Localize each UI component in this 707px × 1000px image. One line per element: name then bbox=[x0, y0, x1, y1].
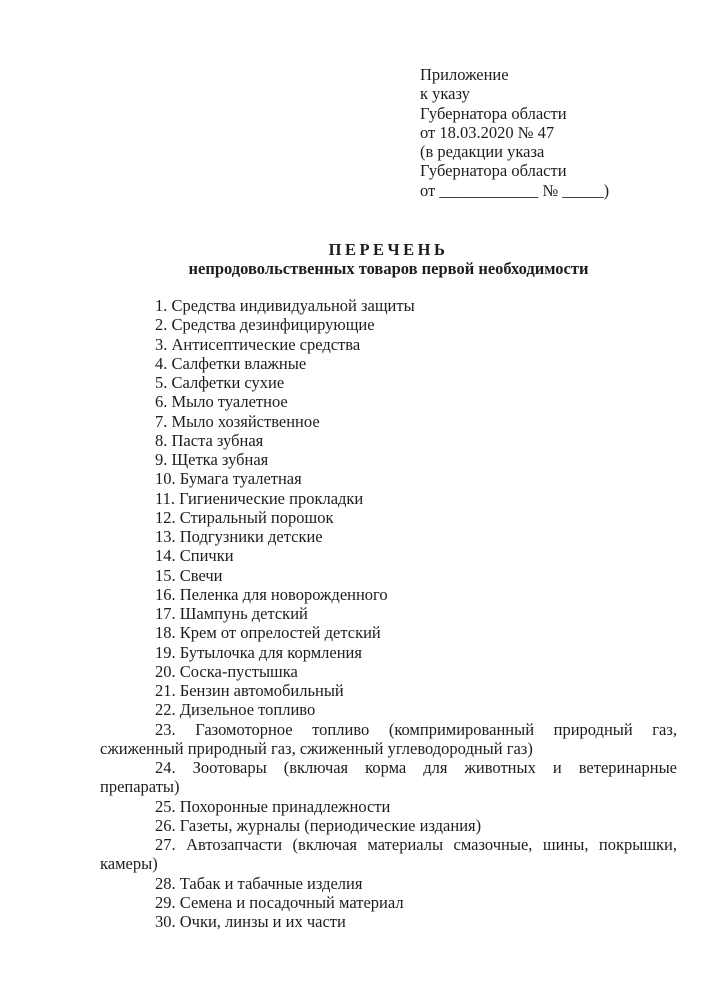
decree-reference-line: Приложение bbox=[420, 65, 509, 84]
list-item-number: 16. bbox=[155, 584, 176, 604]
list-item-number: 5. bbox=[155, 373, 168, 392]
list-item-text: Крем от опрелостей детский bbox=[179, 623, 381, 643]
list-item-text: Соска-пустышка bbox=[179, 661, 298, 681]
list-item bbox=[100, 758, 677, 777]
list-item bbox=[100, 662, 677, 681]
list-item-number: 21. bbox=[155, 681, 176, 700]
list-item-number: 20. bbox=[155, 661, 176, 681]
list-item bbox=[100, 412, 677, 431]
list-item-number: 23. bbox=[155, 719, 176, 739]
list-item-text: Мыло хозяйственное bbox=[171, 411, 320, 431]
list-item-text: Бумага туалетная bbox=[179, 469, 302, 489]
list-item-text: Автозапчасти (включая материалы смазочные, шины, покрышки, bbox=[186, 835, 677, 854]
list-item-number: 25. bbox=[155, 796, 176, 816]
list-item-text: Газомоторное топливо (компримированный природный газ, bbox=[195, 719, 677, 739]
list-item bbox=[100, 392, 677, 411]
list-item-text: Гигиенические прокладки bbox=[179, 488, 364, 508]
list-item bbox=[100, 797, 677, 816]
list-item bbox=[100, 874, 677, 893]
list-item-continuation: сжиженный природный газ, сжиженный углеводородный газ) bbox=[100, 738, 533, 758]
list-item-text: Антисептические средства bbox=[171, 334, 361, 354]
list-item-number: 10. bbox=[155, 469, 176, 489]
list-item-text: Шампунь детский bbox=[179, 604, 308, 623]
list-item bbox=[100, 681, 677, 700]
list-item-number: 14. bbox=[155, 546, 176, 566]
list-item bbox=[100, 700, 677, 719]
list-item bbox=[100, 546, 677, 565]
essential-goods-list bbox=[100, 296, 677, 931]
document-subtitle: непродовольственных товаров первой необходимости bbox=[188, 259, 589, 279]
list-item-text: Салфетки сухие bbox=[171, 373, 285, 392]
list-item-number: 26. bbox=[155, 815, 176, 835]
list-item bbox=[100, 585, 677, 604]
list-item bbox=[100, 335, 677, 354]
list-item bbox=[100, 373, 677, 392]
list-item-text: Средства индивидуальной защиты bbox=[171, 296, 415, 315]
list-item-text: Салфетки влажные bbox=[171, 353, 307, 373]
list-item-text: Пеленка для новорожденного bbox=[179, 584, 388, 604]
list-item-text: Спички bbox=[179, 546, 234, 566]
list-item-text: Подгузники детские bbox=[179, 527, 323, 546]
decree-reference-line: от ____________ № _____) bbox=[420, 180, 610, 200]
list-item bbox=[100, 431, 677, 450]
document-title: ПЕРЕЧЕНЬ bbox=[328, 240, 449, 259]
list-item-number: 4. bbox=[155, 353, 168, 373]
list-item bbox=[100, 489, 677, 508]
list-item-text: Бутылочка для кормления bbox=[179, 642, 362, 662]
decree-reference-line: от 18.03.2020 № 47 bbox=[420, 122, 555, 142]
list-item-number: 11. bbox=[155, 488, 176, 508]
document-title-block bbox=[100, 240, 677, 279]
list-item-text: Мыло туалетное bbox=[171, 392, 288, 412]
list-item-text: Табак и табачные изделия bbox=[179, 873, 363, 893]
list-item-continuation: камеры) bbox=[100, 854, 158, 874]
list-item-text: Зоотовары (включая корма для животных и ветеринарные bbox=[192, 758, 677, 777]
list-item-text: Похоронные принадлежности bbox=[179, 796, 391, 816]
decree-reference-line: Губернатора области bbox=[420, 161, 567, 181]
list-item bbox=[100, 720, 677, 739]
list-item-number: 24. bbox=[155, 758, 176, 777]
list-item-text: Средства дезинфицирующие bbox=[171, 315, 375, 335]
list-item bbox=[100, 816, 677, 835]
list-item-number: 3. bbox=[155, 334, 168, 354]
list-item-text: Стиральный порошок bbox=[179, 507, 334, 527]
list-item-continuation: препараты) bbox=[100, 777, 180, 797]
list-item-number: 29. bbox=[155, 892, 176, 912]
list-item bbox=[100, 643, 677, 662]
list-item-text: Семена и посадочный материал bbox=[179, 892, 404, 912]
list-item bbox=[100, 315, 677, 334]
list-item bbox=[100, 566, 677, 585]
decree-reference-line: Губернатора области bbox=[420, 103, 567, 123]
list-item-number: 30. bbox=[155, 912, 176, 931]
list-item-number: 8. bbox=[155, 430, 168, 450]
list-item-number: 9. bbox=[155, 450, 168, 469]
list-item-number: 12. bbox=[155, 507, 176, 527]
list-item-number: 2. bbox=[155, 315, 168, 335]
list-item-number: 27. bbox=[155, 835, 176, 854]
list-item-number: 18. bbox=[155, 623, 176, 643]
list-item bbox=[100, 835, 677, 854]
list-item-text: Паста зубная bbox=[171, 430, 264, 450]
list-item-number: 7. bbox=[155, 411, 168, 431]
decree-reference-block bbox=[420, 65, 609, 200]
list-item-number: 6. bbox=[155, 392, 168, 412]
list-item-number: 1. bbox=[155, 296, 168, 315]
list-item bbox=[100, 296, 677, 315]
list-item bbox=[100, 527, 677, 546]
list-item-number: 13. bbox=[155, 527, 176, 546]
decree-reference-line: к указу bbox=[420, 84, 470, 104]
list-item bbox=[100, 623, 677, 642]
list-item-text: Дизельное топливо bbox=[179, 700, 316, 720]
decree-reference-line: (в редакции указа bbox=[420, 142, 545, 161]
list-item-number: 22. bbox=[155, 700, 176, 720]
list-item-number: 15. bbox=[155, 565, 176, 585]
list-item-number: 28. bbox=[155, 873, 176, 893]
list-item bbox=[100, 450, 677, 469]
list-item bbox=[100, 912, 677, 931]
list-item-number: 19. bbox=[155, 642, 176, 662]
list-item-text: Щетка зубная bbox=[171, 450, 269, 469]
list-item bbox=[100, 508, 677, 527]
list-item-text: Газеты, журналы (периодические издания) bbox=[179, 815, 482, 835]
list-item-text: Бензин автомобильный bbox=[179, 681, 344, 700]
list-item bbox=[100, 893, 677, 912]
list-item bbox=[100, 354, 677, 373]
list-item-text: Свечи bbox=[179, 565, 223, 585]
list-item bbox=[100, 469, 677, 488]
list-item-number: 17. bbox=[155, 604, 176, 623]
list-item-text: Очки, линзы и их части bbox=[179, 912, 346, 931]
list-item bbox=[100, 604, 677, 623]
